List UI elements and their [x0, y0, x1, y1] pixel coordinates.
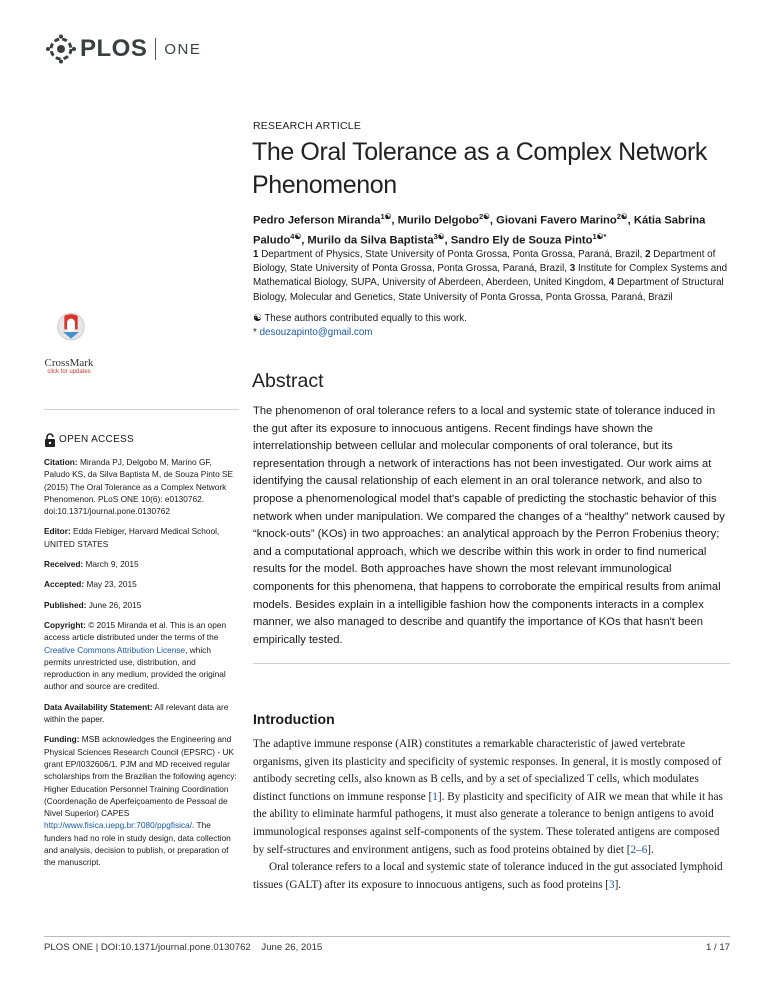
- received-label: Received:: [44, 559, 84, 570]
- citation-label: Citation:: [44, 457, 78, 467]
- author-name[interactable]: Kátia Sabrina Paludo: [253, 214, 706, 247]
- page-footer: [44, 942, 730, 953]
- citation-ref-link[interactable]: 1: [432, 790, 438, 803]
- intro-p1-text-c: ].: [647, 843, 654, 856]
- footer-divider: [44, 936, 730, 937]
- received-block: [44, 558, 239, 570]
- introduction-heading: Introduction: [253, 711, 335, 727]
- citation-ref-link[interactable]: 2–6: [630, 843, 648, 856]
- author-sup: 3☯: [433, 232, 445, 242]
- accepted-label: Accepted:: [44, 579, 85, 590]
- author-name[interactable]: Murilo Delgobo: [397, 214, 479, 227]
- logo-plos-text: PLOS: [80, 35, 148, 62]
- footer-journal-doi: PLOS ONE | DOI:10.1371/journal.pone.0130762 June 26, 2015: [44, 942, 323, 953]
- open-access-label: OPEN ACCESS: [59, 433, 134, 445]
- plos-one-logo[interactable]: [44, 34, 201, 64]
- editor-text: Edda Fiebiger, Harvard Medical School, UNITED STATES: [44, 526, 220, 549]
- funding-url-link[interactable]: http://www.fisica.uepg.br:7080/ppgfisica/: [44, 820, 193, 831]
- copyright-label: Copyright:: [44, 619, 86, 630]
- received-date: March 9, 2015: [85, 559, 139, 570]
- copyright-block: [44, 619, 239, 693]
- title-line-1: The Oral Tolerance as a Complex Network: [252, 138, 707, 166]
- affil-num: 2: [645, 249, 651, 260]
- author-name[interactable]: Giovani Favero Marino: [496, 214, 617, 227]
- data-availability-label: Data Availability Statement:: [44, 701, 153, 712]
- affil-num: 3: [569, 263, 576, 275]
- equal-contribution-note: ☯ These authors contributed equally to this work.: [253, 313, 467, 324]
- crossmark-sub-label[interactable]: click for updates: [47, 369, 91, 375]
- plos-logo-icon: [44, 34, 78, 64]
- affil-text: Department of Physics, State University of Ponta Grossa, Ponta Grossa, Paraná, Brazil,: [261, 249, 643, 260]
- funding-label: Funding:: [44, 734, 80, 745]
- editor-label: Editor:: [44, 526, 71, 537]
- data-availability-text: All relevant data are within the paper.: [44, 701, 229, 725]
- author-name[interactable]: Murilo da Silva Baptista: [307, 234, 434, 247]
- accepted-block: [44, 578, 239, 590]
- accepted-date: May 23, 2015: [86, 579, 137, 590]
- sidebar-divider: [44, 409, 239, 410]
- footer-page-number: 1 / 17: [705, 942, 730, 953]
- open-access-badge: [44, 433, 239, 447]
- cc-license-link[interactable]: Creative Commons Attribution License: [44, 644, 186, 655]
- corresponding-email-link[interactable]: desouzapinto@gmail.com: [259, 327, 373, 338]
- intro-p1-text-a: The adaptive immune response (AIR) constitutes a remarkable characteristic of jawed vertebrate organisms, given its plasticity and specificity of systemic responses. In general, it is mostly composed of antibody secreting cells, also known as B cells, and by a set of specialized T cells, which modulates distinct functions on immune response [: [253, 738, 722, 803]
- intro-p1-text-b: ]. By plasticity and specificity of AIR we mean that while it has the ability to eliminate harmful pathogens, it must also generate a tolerance to benign antigens to avoid immunological responses against self-components of the system. These tolerated antigens are composed by self-structures and environment antigens, such as food proteins obtained by diet [: [253, 790, 723, 856]
- data-availability-block: [44, 701, 239, 726]
- affil-text: Department of Structural Biology, Molecular and Genetics, State University of Ponta Grossa, Ponta Grossa, Paraná, Brazil: [253, 277, 724, 303]
- copyright-text-post: , which permits unrestricted use, distribution, and reproduction in any medium, provided the original author and source are credited.: [44, 644, 226, 692]
- abstract-heading: Abstract: [252, 370, 324, 392]
- funding-block: [44, 733, 239, 868]
- citation-text: Miranda PJ, Delgobo M, Marino GF, Paludo KS, da Silva Baptista M, de Souza Pinto SE (2015) The Oral Tolerance as a Complex Network Phenomenon. PLoS ONE 10(6): e0130762. doi:10.1371/journal.pone.0130762: [44, 457, 234, 517]
- article-title: [252, 136, 722, 202]
- author-sup: 2☯: [479, 212, 490, 221]
- author-list: Pedro Jeferson Miranda$^{1☯}$, Murilo Delgobo$^{2☯}$, Giovani Favero Marino$^{2☯}$, Kátia Sabrina Paludo$^{4☯}$, Murilo da Silva Baptista$^{3☯}$, Sandro Ely de Souza Pinto$^{1☯*}$: [253, 212, 706, 247]
- author-sup: 1☯*: [592, 232, 607, 242]
- crossmark-icon[interactable]: [45, 312, 97, 356]
- corresponding-author-note: [253, 326, 723, 340]
- logo-one-text: ONE: [164, 40, 202, 58]
- author-name[interactable]: Sandro Ely de Souza Pinto: [450, 234, 593, 247]
- logo-divider: [155, 38, 156, 60]
- abstract-text: The phenomenon of oral tolerance refers to a local and systemic state of tolerance induced in the gut after its exposure to innocuous antigens. Recent findings have shown the interrelationship between cellular and molecular components of oral tolerance, but its representation through a network of interactions has not been investigated. Our work aims at identifying the causal relationship of each element in an oral tolerance network, and also to propose a phenomenological model that's capable of predicting the stochastic behavior of this network when under manipulation. We compared the changes of a “healthy” network caused by “knock-outs” (KOs) in two approaches: an analytical approach by the Perron Frobenius theory; and a computational approach, which we describe within this work in order to find numerical results for the model. Both approaches have shown the most relevant immunological components for this phenomena, that happens to corroborate the empirical results from animal models. Besides explain in a intelligible fashion how the components interacts in a complex manner, we also managed to describe and quantify the importance of KOs that hasn't been empirically tested.: [253, 405, 725, 646]
- affil-text: Institute for Complex Systems and Mathematical Biology, SUPA, University of Aberdeen, Aberdeen, United Kingdom,: [253, 263, 728, 289]
- abstract-divider: [253, 663, 730, 664]
- author-notes: [253, 312, 723, 340]
- copyright-text-pre: © 2015 Miranda et al. This is an open access article distributed under the terms of the: [44, 619, 227, 643]
- intro-p2-text-a: Oral tolerance refers to a local and systemic state of tolerance induced in the gut associated lymphoid tissues (GALT) after its exposure to innocuous antigens, such as food proteins [: [253, 861, 723, 891]
- open-lock-icon: [44, 433, 56, 447]
- intro-paragraph-2: [253, 859, 730, 894]
- corresponding-star: *: [253, 327, 257, 338]
- author-sup: 2☯: [616, 212, 628, 221]
- author-name[interactable]: Pedro Jeferson Miranda: [253, 214, 381, 227]
- citation-ref-link[interactable]: 3: [608, 878, 615, 891]
- affil-num: 1: [253, 249, 259, 260]
- funding-text-pre: MSB acknowledges the Engineering and Physical Sciences Research Council (EPSRC) - UK grant EP/I032606/1. PJM and MD received regular scholarships from the Brazilian the following agency: Higher Education Personnel Training Coordination (Coordenação de Aperfeiçoamento de Pessoal de Nivel Superior) CAPES: [44, 734, 237, 819]
- affil-text: Department of Biology, State University of Ponta Grossa, Ponta Grossa, Paraná, Brazil,: [253, 249, 716, 275]
- citation-block: [44, 456, 239, 517]
- author-sup: 4☯: [290, 232, 302, 242]
- introduction-body: [253, 736, 730, 894]
- editor-block: [44, 525, 239, 550]
- funding-text-post: . The funders had no role in study design, data collection and analysis, decision to publish, or preparation of the manuscript.: [44, 820, 231, 868]
- published-block: [44, 599, 239, 611]
- article-info-sidebar: [44, 433, 239, 877]
- crossmark-label[interactable]: CrossMark: [44, 357, 94, 369]
- article-type-label: RESEARCH ARTICLE: [253, 120, 362, 132]
- affiliations: [253, 248, 728, 305]
- author-sup: 1☯: [380, 212, 392, 221]
- intro-paragraph-1: [253, 736, 730, 859]
- published-label: Published:: [44, 599, 87, 610]
- published-date: June 26, 2015: [88, 599, 142, 610]
- intro-p2-text-b: ].: [614, 878, 622, 891]
- title-line-2: Phenomenon: [252, 171, 397, 199]
- affil-num: 4: [608, 277, 615, 289]
